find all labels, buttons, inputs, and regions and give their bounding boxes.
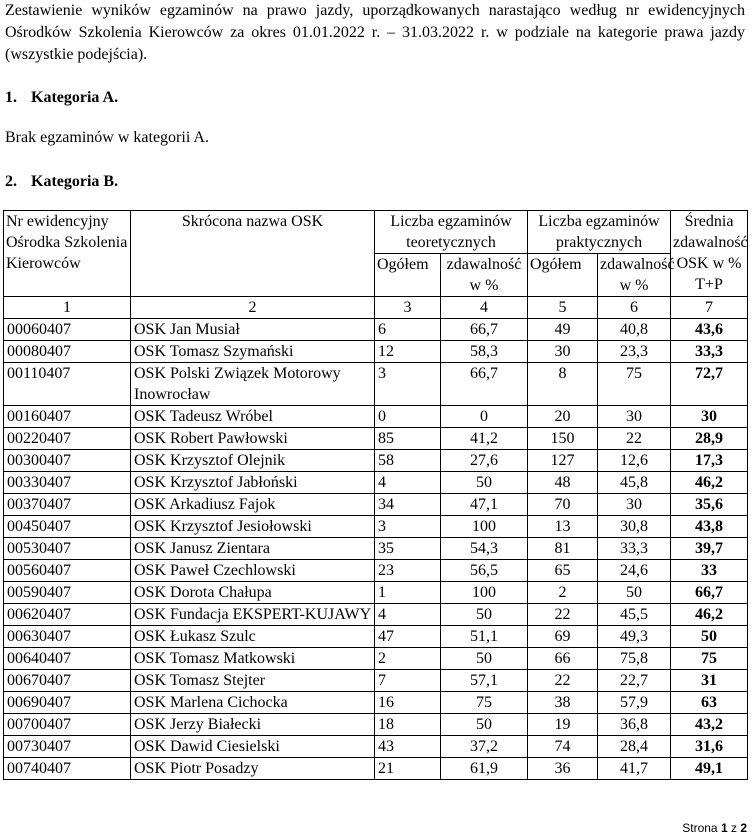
row-osk-number: 00670407: [4, 670, 131, 692]
row-theory-rate: 58,3: [441, 341, 528, 363]
row-theory-rate: 75: [441, 692, 528, 714]
row-osk-name: OSK Jerzy Białecki: [131, 714, 375, 736]
row-osk-name: OSK Łukasz Szulc: [131, 626, 375, 648]
table-row: [4, 758, 748, 780]
row-practice-total: 150: [528, 428, 598, 450]
row-average: 49,1: [671, 758, 748, 780]
row-average: 46,2: [671, 472, 748, 494]
row-osk-name: OSK Dawid Ciesielski: [131, 736, 375, 758]
row-osk-name: OSK Polski Związek Motorowy Inowrocław: [131, 363, 375, 406]
row-theory-rate: 37,2: [441, 736, 528, 758]
row-osk-number: 00630407: [4, 626, 131, 648]
page-footer: [682, 821, 747, 835]
row-osk-name: OSK Dorota Chałupa: [131, 582, 375, 604]
results-table: [3, 210, 748, 780]
column-number: 4: [441, 297, 528, 319]
table-row: [4, 692, 748, 714]
row-osk-name: OSK Tadeusz Wróbel: [131, 406, 375, 428]
row-practice-rate: 22,7: [598, 670, 671, 692]
row-practice-rate: 30: [598, 406, 671, 428]
table-row: [4, 604, 748, 626]
row-theory-total: 18: [375, 714, 441, 736]
row-theory-rate: 50: [441, 604, 528, 626]
column-number: 6: [598, 297, 671, 319]
row-theory-rate: 50: [441, 472, 528, 494]
row-osk-number: 00530407: [4, 538, 131, 560]
row-practice-total: 81: [528, 538, 598, 560]
row-average: 46,2: [671, 604, 748, 626]
row-average: 28,9: [671, 428, 748, 450]
row-theory-total: 1: [375, 582, 441, 604]
section-a-note: Brak egzaminów w kategorii A.: [5, 129, 209, 146]
row-theory-rate: 41,2: [441, 428, 528, 450]
row-practice-total: 69: [528, 626, 598, 648]
table-row: [4, 648, 748, 670]
row-osk-number: 00300407: [4, 450, 131, 472]
row-osk-number: 00160407: [4, 406, 131, 428]
row-theory-total: 85: [375, 428, 441, 450]
row-average: 75: [671, 648, 748, 670]
footer-page: 1: [720, 821, 728, 835]
row-osk-name: OSK Marlena Cichocka: [131, 692, 375, 714]
row-average: 33,3: [671, 341, 748, 363]
row-theory-total: 4: [375, 604, 441, 626]
intro-paragraph: Zestawienie wyników egzaminów na prawo jazdy, uporządkowanych narastająco według nr ewidencyjnych Ośrodków Szkolenia Kierowców za okres 01.01.2022 r. – 31.03.2022 r. w podziale na kategorie prawa jazdy (wszystkie podejścia).: [5, 2, 745, 63]
row-practice-total: 36: [528, 758, 598, 780]
row-practice-rate: 45,5: [598, 604, 671, 626]
table-row: [4, 472, 748, 494]
row-practice-rate: 41,7: [598, 758, 671, 780]
row-practice-rate: 50: [598, 582, 671, 604]
table-row: [4, 582, 748, 604]
row-practice-total: 49: [528, 319, 598, 341]
row-theory-rate: 100: [441, 582, 528, 604]
row-osk-name: OSK Tomasz Matkowski: [131, 648, 375, 670]
row-practice-total: 30: [528, 341, 598, 363]
row-theory-total: 6: [375, 319, 441, 341]
row-osk-name: OSK Paweł Czechlowski: [131, 560, 375, 582]
header-practice-rate: zdawalność w %: [598, 254, 671, 297]
row-average: 30: [671, 406, 748, 428]
section-b-number: 2.: [5, 173, 17, 190]
row-theory-total: 4: [375, 472, 441, 494]
row-osk-number: 00060407: [4, 319, 131, 341]
row-osk-number: 00330407: [4, 472, 131, 494]
table-row: [4, 714, 748, 736]
row-practice-rate: 22: [598, 428, 671, 450]
row-osk-number: 00640407: [4, 648, 131, 670]
row-osk-name: OSK Tomasz Szymański: [131, 341, 375, 363]
row-average: 43,2: [671, 714, 748, 736]
row-theory-rate: 0: [441, 406, 528, 428]
row-practice-rate: 57,9: [598, 692, 671, 714]
header-theory-rate: zdawalność w %: [441, 254, 528, 297]
column-number: 2: [131, 297, 375, 319]
header-practice-total: Ogółem: [528, 254, 598, 297]
row-practice-rate: 75: [598, 363, 671, 406]
table-row: [4, 406, 748, 428]
row-practice-rate: 40,8: [598, 319, 671, 341]
row-theory-total: 0: [375, 406, 441, 428]
table-row: [4, 538, 748, 560]
row-practice-total: 127: [528, 450, 598, 472]
row-theory-rate: 50: [441, 714, 528, 736]
row-theory-total: 23: [375, 560, 441, 582]
table-row: [4, 626, 748, 648]
table-row: [4, 341, 748, 363]
column-number: 1: [4, 297, 131, 319]
row-osk-number: 00730407: [4, 736, 131, 758]
section-b-title: Kategoria B.: [31, 173, 119, 190]
table-row: [4, 494, 748, 516]
row-practice-rate: 75,8: [598, 648, 671, 670]
row-theory-total: 16: [375, 692, 441, 714]
row-practice-rate: 12,6: [598, 450, 671, 472]
row-practice-rate: 24,6: [598, 560, 671, 582]
row-osk-number: 00700407: [4, 714, 131, 736]
row-practice-rate: 28,4: [598, 736, 671, 758]
row-practice-total: 65: [528, 560, 598, 582]
row-theory-total: 47: [375, 626, 441, 648]
row-theory-rate: 57,1: [441, 670, 528, 692]
header-osk-name: Skrócona nazwa OSK: [131, 211, 375, 297]
footer-total: 2: [740, 821, 747, 835]
row-practice-rate: 49,3: [598, 626, 671, 648]
row-osk-number: 00370407: [4, 494, 131, 516]
row-practice-total: 66: [528, 648, 598, 670]
row-osk-name: OSK Jan Musiał: [131, 319, 375, 341]
section-a-title: Kategoria A.: [31, 89, 119, 106]
column-number: 7: [671, 297, 748, 319]
column-number: 3: [375, 297, 441, 319]
row-osk-number: 00110407: [4, 363, 131, 406]
row-theory-rate: 51,1: [441, 626, 528, 648]
row-theory-rate: 47,1: [441, 494, 528, 516]
row-osk-name: OSK Tomasz Stejter: [131, 670, 375, 692]
row-theory-total: 12: [375, 341, 441, 363]
row-theory-total: 3: [375, 516, 441, 538]
header-average: Średnia zdawalność OSK w % T+P: [671, 211, 748, 297]
row-osk-number: 00080407: [4, 341, 131, 363]
row-theory-total: 2: [375, 648, 441, 670]
row-average: 39,7: [671, 538, 748, 560]
row-practice-total: 48: [528, 472, 598, 494]
row-osk-name: OSK Krzysztof Jabłoński: [131, 472, 375, 494]
row-practice-total: 8: [528, 363, 598, 406]
table-row: [4, 428, 748, 450]
row-theory-rate: 56,5: [441, 560, 528, 582]
row-osk-number: 00450407: [4, 516, 131, 538]
header-theory-total: Ogółem: [375, 254, 441, 297]
row-practice-rate: 33,3: [598, 538, 671, 560]
row-average: 43,8: [671, 516, 748, 538]
row-average: 31: [671, 670, 748, 692]
row-practice-rate: 45,8: [598, 472, 671, 494]
row-practice-total: 74: [528, 736, 598, 758]
row-average: 35,6: [671, 494, 748, 516]
row-practice-total: 22: [528, 604, 598, 626]
row-practice-total: 70: [528, 494, 598, 516]
row-practice-rate: 36,8: [598, 714, 671, 736]
row-average: 63: [671, 692, 748, 714]
row-practice-total: 19: [528, 714, 598, 736]
row-practice-total: 38: [528, 692, 598, 714]
section-b-heading: [5, 172, 118, 192]
row-practice-rate: 30,8: [598, 516, 671, 538]
row-theory-rate: 27,6: [441, 450, 528, 472]
row-osk-number: 00740407: [4, 758, 131, 780]
section-a-number: 1.: [5, 89, 17, 106]
row-theory-total: 34: [375, 494, 441, 516]
row-osk-name: OSK Krzysztof Jesiołowski: [131, 516, 375, 538]
row-osk-name: OSK Fundacja EKSPERT-KUJAWY: [131, 604, 375, 626]
row-osk-number: 00560407: [4, 560, 131, 582]
row-osk-number: 00620407: [4, 604, 131, 626]
row-average: 72,7: [671, 363, 748, 406]
row-theory-total: 35: [375, 538, 441, 560]
row-theory-total: 43: [375, 736, 441, 758]
row-practice-total: 13: [528, 516, 598, 538]
header-osk-number: Nr ewidencyjny Ośrodka Szkolenia Kierowców: [4, 211, 131, 297]
row-theory-rate: 61,9: [441, 758, 528, 780]
row-theory-total: 3: [375, 363, 441, 406]
row-osk-number: 00220407: [4, 428, 131, 450]
table-row: [4, 319, 748, 341]
row-average: 50: [671, 626, 748, 648]
row-osk-name: OSK Robert Pawłowski: [131, 428, 375, 450]
row-average: 33: [671, 560, 748, 582]
row-practice-rate: 23,3: [598, 341, 671, 363]
column-number: 5: [528, 297, 598, 319]
row-osk-name: OSK Janusz Zientara: [131, 538, 375, 560]
row-osk-number: 00690407: [4, 692, 131, 714]
header-practice-group: Liczba egzaminów praktycznych: [528, 211, 671, 254]
row-practice-total: 22: [528, 670, 598, 692]
row-average: 66,7: [671, 582, 748, 604]
table-row: [4, 516, 748, 538]
footer-of: z: [730, 821, 737, 835]
row-theory-rate: 100: [441, 516, 528, 538]
row-practice-total: 20: [528, 406, 598, 428]
header-theory-group: Liczba egzaminów teoretycznych: [375, 211, 528, 254]
row-average: 31,6: [671, 736, 748, 758]
footer-label: Strona: [682, 821, 718, 835]
row-osk-name: OSK Piotr Posadzy: [131, 758, 375, 780]
row-theory-rate: 66,7: [441, 363, 528, 406]
section-a-heading: [5, 88, 118, 108]
row-average: 43,6: [671, 319, 748, 341]
row-theory-total: 21: [375, 758, 441, 780]
table-row: [4, 736, 748, 758]
row-osk-number: 00590407: [4, 582, 131, 604]
row-practice-total: 2: [528, 582, 598, 604]
row-average: 17,3: [671, 450, 748, 472]
row-theory-rate: 50: [441, 648, 528, 670]
table-row: [4, 670, 748, 692]
row-osk-name: OSK Krzysztof Olejnik: [131, 450, 375, 472]
row-theory-rate: 54,3: [441, 538, 528, 560]
row-theory-rate: 66,7: [441, 319, 528, 341]
row-theory-total: 7: [375, 670, 441, 692]
table-row: [4, 450, 748, 472]
row-theory-total: 58: [375, 450, 441, 472]
table-row: [4, 560, 748, 582]
table-row: [4, 363, 748, 406]
row-osk-name: OSK Arkadiusz Fajok: [131, 494, 375, 516]
row-practice-rate: 30: [598, 494, 671, 516]
